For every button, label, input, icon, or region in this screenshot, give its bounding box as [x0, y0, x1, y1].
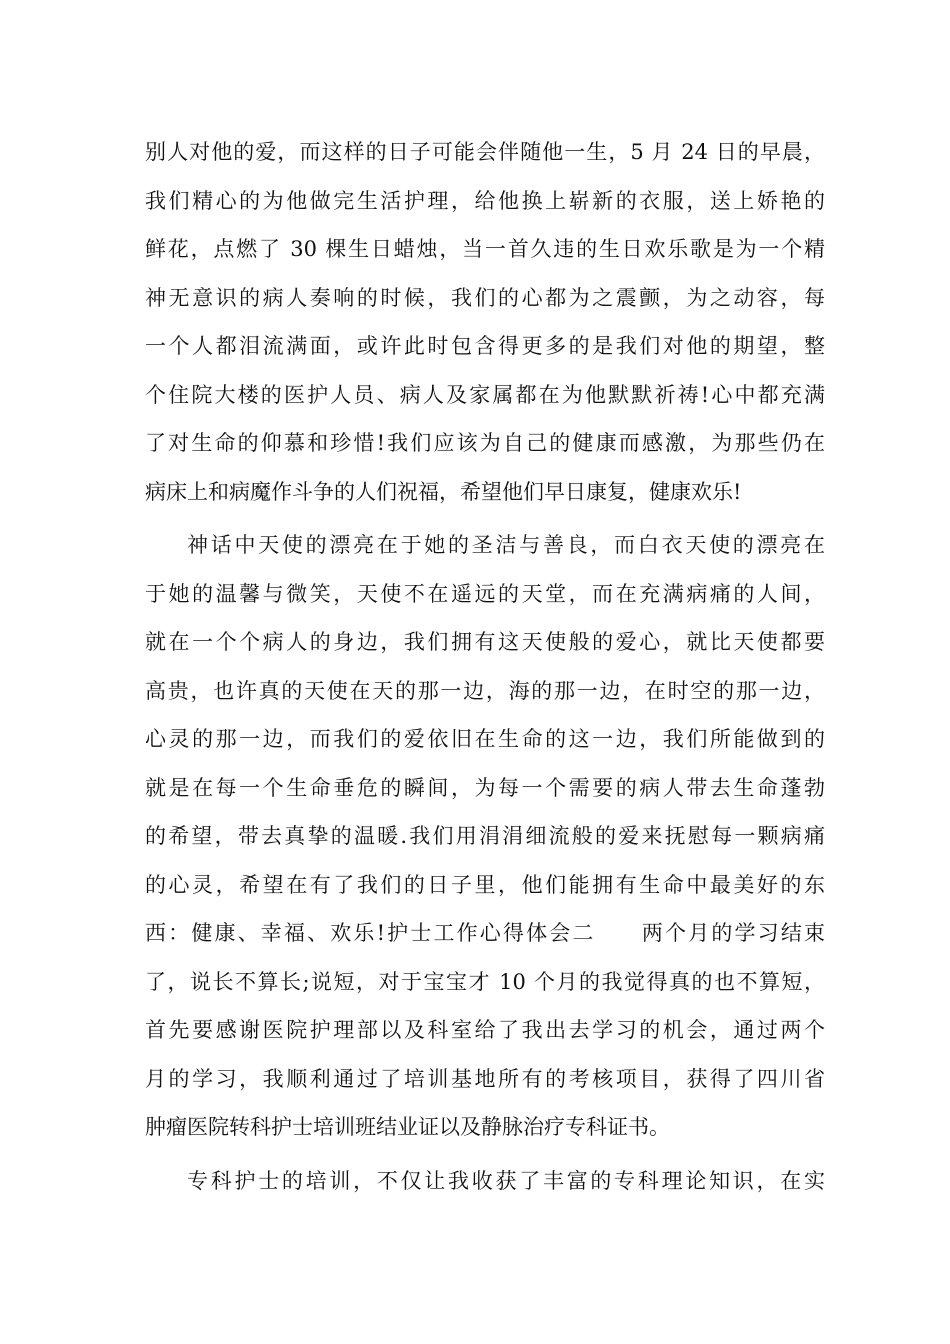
text-line: 西：健康、幸福、欢乐!护士工作心得体会二 两个月的学习结束: [145, 921, 825, 945]
paragraph-1: [145, 128, 825, 516]
text-line: 肿瘤医院转科护士培训班结业证以及静脉治疗专科证书。: [145, 1115, 670, 1139]
paragraph-3: [145, 1157, 825, 1206]
text-line: 神无意识的病人奏响的时候，我们的心都为之震颤，为之动容，每: [145, 285, 825, 310]
body-text: [145, 128, 825, 1205]
text-line: 就是在每一个生命垂危的瞬间，为每一个需要的病人带去生命蓬勃: [145, 775, 825, 800]
text-line: 神话中天使的漂亮在于她的圣洁与善良，而白衣天使的漂亮在: [187, 533, 825, 557]
text-line: 高贵，也许真的天使在天的那一边，海的那一边，在时空的那一边，: [145, 678, 825, 703]
text-line: 专科护士的培训，不仅让我收获了丰富的专科理论知识，在实: [187, 1168, 825, 1193]
text-line: 我们精心的为他做完生活护理，给他换上崭新的衣服，送上娇艳的: [145, 188, 825, 213]
text-line: 的心灵，希望在有了我们的日子里，他们能拥有生命中最美好的东: [145, 872, 825, 897]
text-line: 就在一个个病人的身边，我们拥有这天使般的爱心，就比天使都要: [145, 630, 825, 654]
text-line: 的希望，带去真挚的温暖.我们用涓涓细流般的爱来抚慰每一颗病痛: [145, 824, 825, 848]
text-line: 了对生命的仰慕和珍惜!我们应该为自己的健康而感激，为那些仍在: [145, 431, 825, 455]
paragraph-2: [145, 521, 825, 1152]
text-line: 心灵的那一边，而我们的爱依旧在生命的这一边，我们所能做到的: [145, 727, 825, 751]
text-line: 个住院大楼的医护人员、病人及家属都在为他默默祈祷!心中都充满: [145, 382, 825, 407]
text-line: 了，说长不算长;说短，对于宝宝才 10 个月的我觉得真的也不算短，: [145, 969, 825, 994]
text-line: 病床上和病魔作斗争的人们祝福，希望他们早日康复，健康欢乐!: [145, 479, 742, 504]
text-line: 别人对他的爱，而这样的日子可能会伴随他一生，5 月 24 日的早晨，: [145, 140, 825, 164]
text-line: 月的学习，我顺利通过了培训基地所有的考核项目，获得了四川省: [145, 1066, 825, 1091]
text-line: 鲜花，点燃了 30 棵生日蜡烛，当一首久违的生日欢乐歌是为一个精: [145, 237, 825, 261]
text-line: 一个人都泪流满面，或许此时包含得更多的是我们对他的期望，整: [145, 334, 825, 358]
text-line: 首先要感谢医院护理部以及科室给了我出去学习的机会，通过两个: [145, 1018, 825, 1042]
text-line: 于她的温馨与微笑，天使不在遥远的天堂，而在充满病痛的人间，: [145, 581, 825, 606]
